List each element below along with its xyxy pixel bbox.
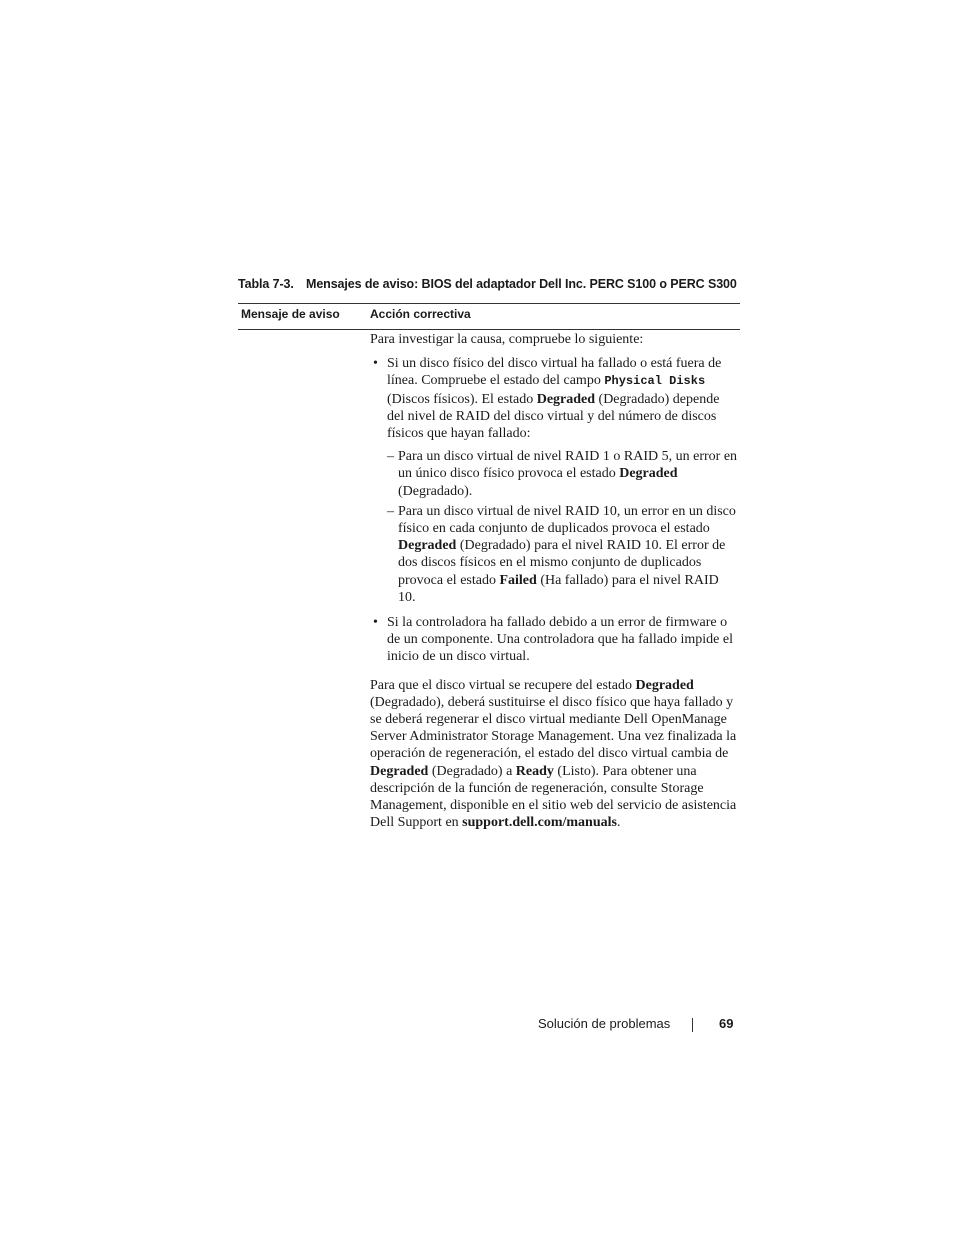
footer-section-title: Solución de problemas [538,1016,671,1031]
bullet-mark: • [373,615,378,631]
footer-separator [692,1018,693,1032]
sub-list-item: – Para un disco virtual de nivel RAID 1 o RAID 5, un error en un único disco físico provoca el estado Degraded (Degradado). [387,449,738,499]
recovery-paragraph: Para que el disco virtual se recupere del estado Degraded (Degradado), deberá sustituirse el disco físico que haya fallado y se deberá regenerar el disco virtual mediante Dell OpenManage Server Administrator Storage Management. Una vez finalizada la operación de regeneración, el estado del disco virtual cambia de Degraded (Degradado) a Ready (Listo). Para obtener una descripción de la función de regeneración, consulte Storage Management, disponible en el sitio web del servicio de asistencia Dell Support en support.dell.com/manuals. [370,677,737,831]
column-header-action: Acción correctiva [370,307,471,321]
status-term: Degraded [635,677,694,693]
dash-mark: – [387,503,394,519]
table-title: Mensajes de aviso: BIOS del adaptador Dell Inc. PERC S100 o PERC S300 [306,277,737,291]
status-term: Degraded [619,466,678,482]
list-item: • Si un disco físico del disco virtual ha fallado o está fuera de línea. Compruebe el estado del campo Physical Disks (Discos físicos). El estado Degraded (Degradado) depende del nivel de RAID del disco virtual y del número de discos físicos que hayan fallado: [373,356,722,442]
table-header-bottom-rule [238,329,740,330]
column-header-message: Mensaje de aviso [241,307,340,321]
table-header-top-rule [238,303,740,304]
table-caption [238,277,758,291]
status-term: Ready [515,763,554,779]
field-name-code: Physical Disks [604,374,706,389]
status-term: Failed [499,572,537,588]
status-term: Degraded [398,538,457,554]
support-url: support.dell.com/manuals [462,815,617,831]
status-term: Degraded [370,763,429,779]
sub-list-item: – Para un disco virtual de nivel RAID 10, un error en un disco físico en cada conjunto de duplicados provoca el estado Degraded (Degradado) para el nivel RAID 10. El error de dos discos físicos en el mismo conjunto de duplicados provoca el estado Failed (Ha fallado) para el nivel RAID 10. [387,503,736,605]
intro-text: Para investigar la causa, compruebe lo siguiente: [370,332,644,347]
status-term: Degraded [536,391,596,407]
bullet-mark: • [373,356,378,372]
table-number: Tabla 7-3. [238,277,294,291]
dash-mark: – [387,449,394,465]
corrective-action-cell [370,331,738,831]
list-item: • Si la controladora ha fallado debido a un error de firmware o de un componente. Una controladora que ha fallado impide el inicio de un disco virtual. [373,615,733,665]
page-number: 69 [719,1016,734,1031]
